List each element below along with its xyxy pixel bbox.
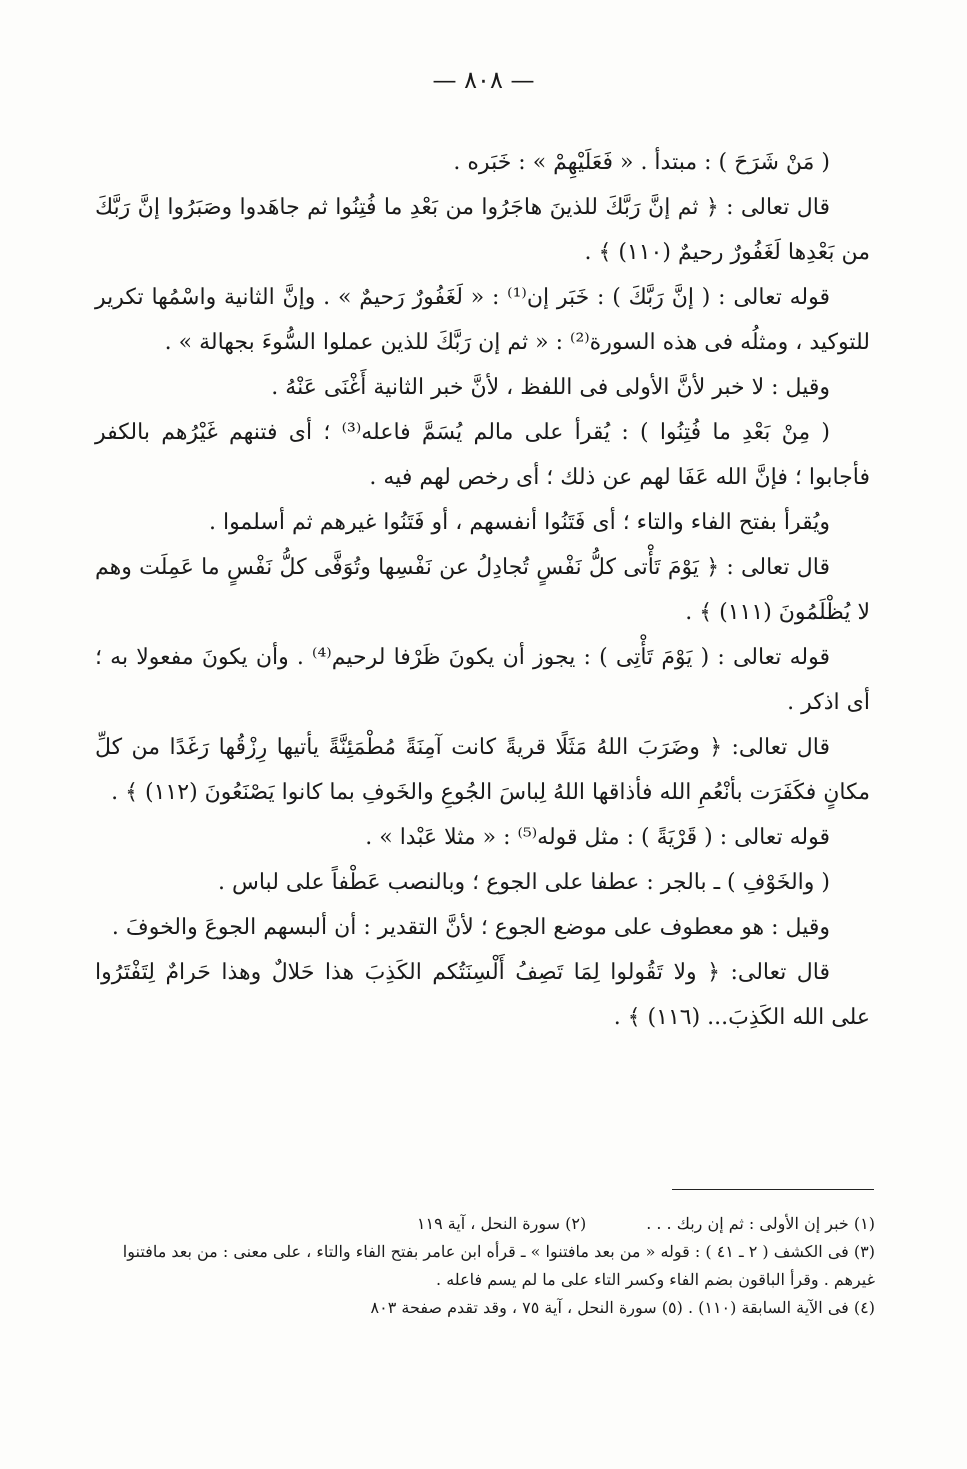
footnote-2: (٢) سورة النحل ، آية ١١٩ <box>416 1214 587 1233</box>
paragraph: قوله تعالى : ( يَوْمَ تَأْتِى ) : يجوز أن يكونَ ظَرْفا لرحيم⁽⁴⁾ . وأن يكونَ مفعولا به ؛ أى اذكر . <box>95 645 870 715</box>
paragraph: قوله تعالى : ( قَرْيَةً ) : مثل قوله⁽⁵⁾ : « مثلا عَبْدا » . <box>365 825 830 850</box>
paragraph: وقيل : لا خبر لأنَّ الأولى فى اللفظ ، لأنَّ خبر الثانية أَغْنَى عَنْهُ . <box>271 375 830 400</box>
paragraph: قال تعالى : ﴿ ثم إنَّ رَبَّكَ للذينَ هاجَرُوا من بَعْدِ ما فُتِنُوا ثم جاهَدوا وصَبَرُوا إنَّ رَبَّكَ من بَعْدِها لَغَفُورٌ رحيمٌ (١١٠) ﴾ . <box>95 195 870 265</box>
footnote-3: (٣) فى الكشف ( ٢ ـ ٤١ ) : قوله « من بعد مافتنوا » ـ قرأه ابن عامر بفتح الفاء والتاء ، على معنى : من بعد مافتنوا غيرهم . وقرأ الباقون بضم الفاء وكسر التاء على ما لم يسم فاعله . <box>122 1242 875 1289</box>
paragraph: قال تعالى : ﴿ يَوْمَ تَأْتى كلُّ نَفْسٍ تُجادِلُ عن نَفْسِها وتُوَفَّى كلُّ نَفْسٍ ما عَمِلَت وهم لا يُظْلَمُونَ (١١١) ﴾ . <box>95 555 870 625</box>
paragraph: قوله تعالى : ( إنَّ رَبَّكَ ) : خَبَر إن⁽¹⁾ : « لَغَفُورٌ رَحيمٌ » . وإنَّ الثانية واسْمُها تكرير للتوكيد ، ومثلُه فى هذه السورة⁽²⁾ : « ثم إن رَبَّكَ للذين عملوا السُّوءَ بجهالة » . <box>95 285 870 355</box>
paragraph: ( مِنْ بَعْدِ ما فُتِنُوا ) : يُقرأ على مالم يُسَمَّ فاعله⁽³⁾ ؛ أى فتنهم غَيْرُهم بالكفر فأجابوا ؛ فإنَّ الله عَفَا لهم عن ذلك ؛ أى رخص لهم فيه . <box>95 420 870 490</box>
paragraph: ( مَنْ شَرَحَ ) : مبتدأ . « فَعَلَيْهِمْ » : خَبَره . <box>453 150 830 175</box>
footnote-divider <box>672 1189 874 1190</box>
paragraph: وقيل : هو معطوف على موضع الجوع ؛ لأنَّ التقدير : أن ألبسهم الجوعَ والخوفَ . <box>111 915 830 940</box>
footnote-4-5: (٤) فى الآية السابقة (١١٠) . (٥) سورة النحل ، آية ٧٥ ، وقد تقدم صفحة ٨٠٣ <box>370 1298 875 1317</box>
paragraph: قال تعالى: ﴿ ولا تَقُولوا لِمَا تَصِفُ أَلْسِنَتُكم الكَذِبَ هذا حَلالٌ وهذا حَرامٌ لِتَفْتَرُوا على الله الكَذِبَ... (١١٦) ﴾ . <box>95 960 870 1030</box>
page-number: — ٨٠٨ — <box>432 66 535 94</box>
footnote-row <box>115 1210 875 1238</box>
paragraph: ويُقرأ بفتح الفاء والتاء ؛ أى فَتَنُوا أنفسهم ، أو فَتَنُوا غيرهم ثم أسلموا . <box>208 510 830 535</box>
paragraph: قال تعالى: ﴿ وضَرَبَ اللهُ مَثَلًا قريةً كانت آمِنَةً مُطْمَئِنَّةً يأتيها رِزْقُها رَغَدًا من كلِّ مكانٍ فكَفَرَت بأنْعُمِ الله فأذاقها اللهُ لِباسَ الجُوعِ والخَوفِ بما كانوا يَصْنَعُونَ (١١٢) ﴾ . <box>95 735 870 805</box>
footnotes <box>115 1210 875 1322</box>
main-text <box>95 140 870 1040</box>
paragraph: ( والخَوْفِ ) ـ بالجر : عطفا على الجوع ؛ وبالنصب عَطْفاً على لباس . <box>218 870 830 895</box>
footnote-1: (١) خبر إن الأولى : ثم إن ربك . . . <box>646 1214 875 1233</box>
